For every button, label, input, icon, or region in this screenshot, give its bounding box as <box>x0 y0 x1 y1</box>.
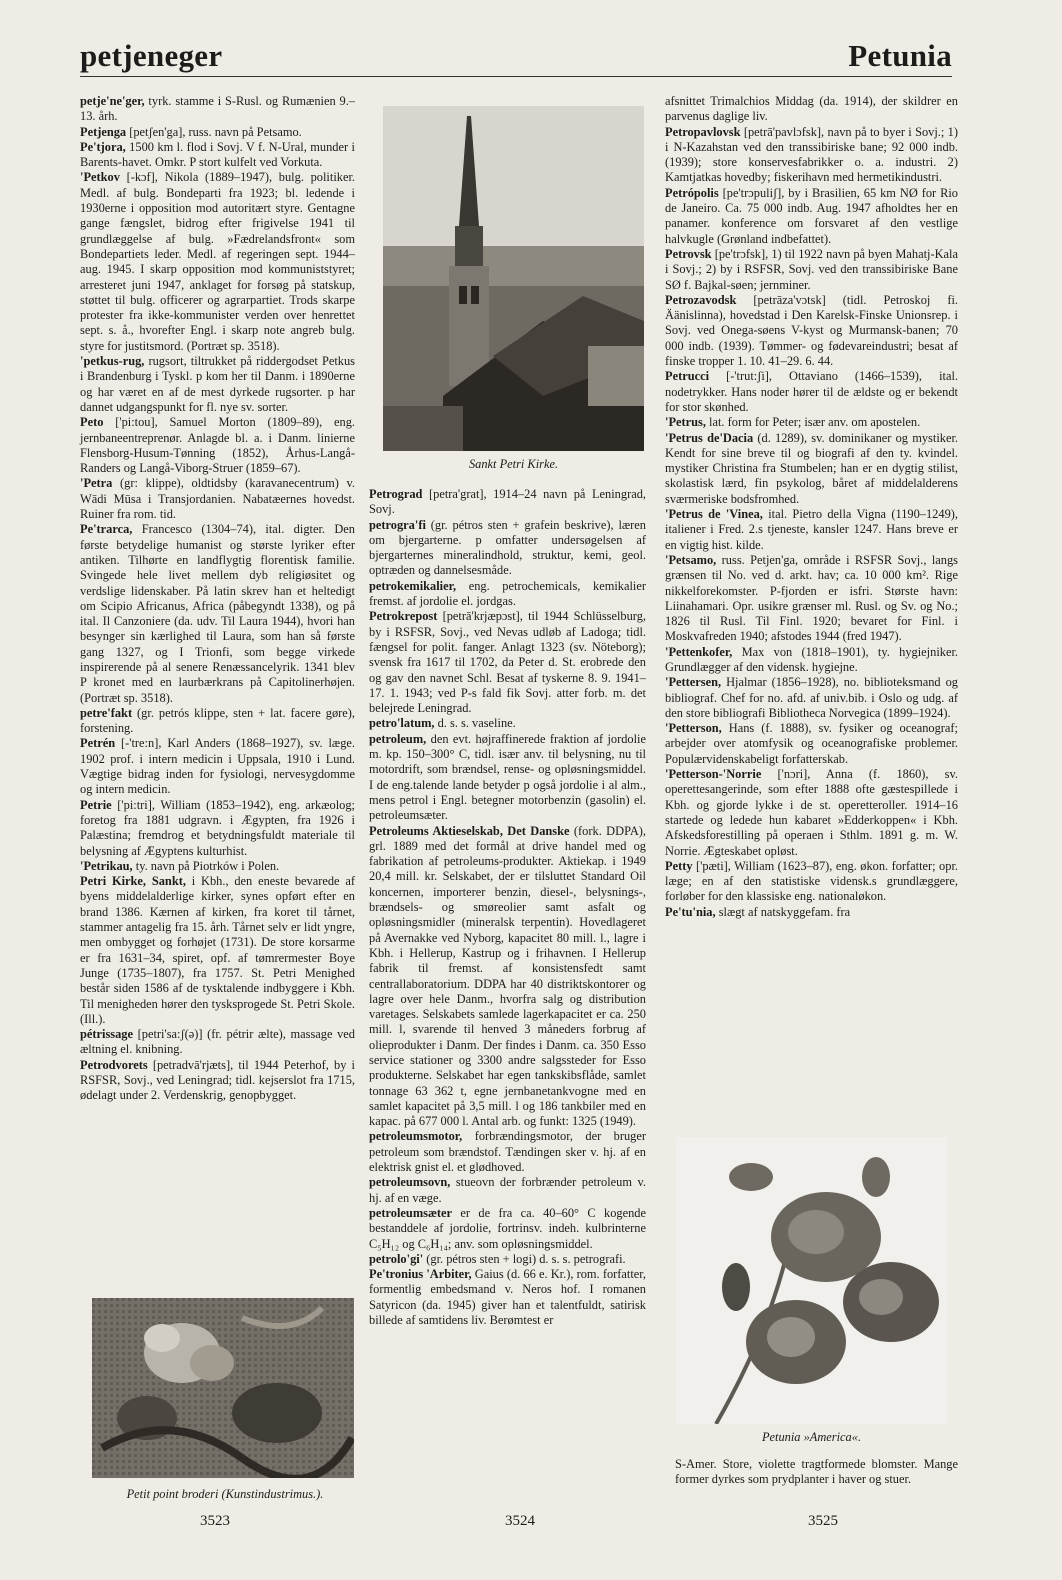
entry-text: ['nɔri], Anna (f. 1860), sv. operettesangerinde, som efter 1888 ofte gæstespillede i Kbh. og gjorde lykke i de st. operetteroller. 1914–16 startede og ledede hun kabaret »Edderkoppen« i Kbh. Afskedsforestilling på operaen i Sthlm. 1891 g. m. W. Norrie. Ægteskabet opløst. <box>665 767 958 858</box>
entry-headword: petrokemikalier, <box>369 578 457 593</box>
entry-headword: pétrissage <box>80 1027 133 1042</box>
dictionary-entry <box>80 874 355 1027</box>
entry-text: [petrā'pavlɔfsk], navn på to byer i Sovj.; 1) i N-Kazahstan ved den transsibiriske bane; 92 000 indb. (1939); store konservesfabrikker o. a. industri. 2) Kamtjatkas hovedby; fiskerihavn med hermetikindustri. <box>665 124 958 185</box>
entry-headword: Pe'tu'nia, <box>665 904 716 919</box>
dictionary-entry <box>80 94 355 125</box>
entry-headword: Petrozavodsk <box>665 292 737 307</box>
dictionary-entry <box>369 579 646 610</box>
dictionary-entry <box>665 767 958 859</box>
column-middle <box>369 487 646 1328</box>
entry-text: eng. petrochemicals, kemikalier fremst. af jordolie el. jordgas. <box>369 578 646 609</box>
entry-text: [petʃen'ga], russ. navn på Petsamo. <box>126 124 302 139</box>
entry-headword: Petri Kirke, Sankt, <box>80 874 186 889</box>
entry-headword: 'Pettenkofer, <box>665 644 733 659</box>
entry-text: [pe'trɔfsk], 1) til 1922 navn på byen Mahatj-Kala i Sovj.; 2) by i RSFSR, Sovj. ved den transsibiriske Bane SØ f. Bajkal-søen; jernminer. <box>665 246 958 292</box>
dictionary-entry <box>665 247 958 293</box>
entry-headword: petje'ne'ger, <box>80 94 145 108</box>
dictionary-entry <box>80 415 355 476</box>
entry-headword: Petrópolis <box>665 185 719 200</box>
entry-text: Hans (f. 1888), sv. fysiker og oceanograf; arbejder over atomfysik og oceanografiske problemer. Populærvidenskabeligt forfatterskab. <box>665 721 958 766</box>
entry-headword: petre'fakt <box>80 705 133 720</box>
entry-headword: 'Petrus, <box>665 415 706 430</box>
dictionary-entry <box>665 431 958 507</box>
entry-headword: Petrovsk <box>665 246 712 261</box>
dictionary-entry <box>665 905 958 920</box>
entry-headword: petroleumsovn, <box>369 1175 451 1190</box>
dictionary-entry <box>665 415 958 430</box>
dictionary-entry <box>665 553 958 645</box>
entry-headword: petroleumsæter <box>369 1205 453 1220</box>
entry-text: [petri'sa:ʃ(ə)] (fr. pétrir ælte), massage ved æltning el. knibning. <box>80 1027 355 1057</box>
embroidery-image <box>92 1298 354 1478</box>
petunia-image <box>676 1137 947 1424</box>
dictionary-entry <box>80 1058 355 1104</box>
entry-text: Francesco (1304–74), ital. digter. Den første betydelige humanist og største lyriker efter antiken. Tilhørte en landflygtig florentisk familie. Svingede hele livet mellem dyb religiøsitet og verdslige lidenskaber. På latin skrev han et heltedigt om Scipio Africanus, Africa (påbegyndt 1338), og på ital. Il Canzoniere (da. udv. Til Laura 1944), hvori han besynger sin kærlighed til Laura, som han så første gang 1327, og I Trionfi, som begge virkede inspirerende på al senere Renæssancelyrik. 1341 blev P kronet med en laurbærkrans på Capitolinerhøjen. (Portræt sp. 3518). <box>80 522 355 705</box>
church-photo <box>383 106 644 451</box>
entry-headword: 'Petterson-'Norrie <box>665 767 762 782</box>
entry-text: (gr. pétros sten + logi) d. s. s. petrografi. <box>423 1251 626 1266</box>
entry-headword: petrogra'fi <box>369 517 426 532</box>
entry-headword: Petrograd <box>369 487 423 501</box>
church-caption: Sankt Petri Kirke. <box>468 457 559 471</box>
entry-text: (d. 1289), sv. dominikaner og mystiker. Kendt for sine breve til og biografi af den ty. kvindel. mystiker Christina fra Stumbelen; han er en dygtig stilist, skolastisk lærd, fin psykolog, båret af middelalderens sværmeriske bodsfromhed. <box>665 430 958 506</box>
entry-headword: 'Petsamo, <box>665 552 717 567</box>
entry-text: ['pæti], William (1623–87), eng. økon. forfatter; opr. læge; en af den statistiske vidensk.s grundlæggere, forløber for den klassiske eng. nationaløkon. <box>665 858 958 904</box>
embroidery-caption: Petit point broderi (Kunstindustrimus.). <box>126 1487 324 1501</box>
entry-text: [-'trut:ʃi], Ottaviano (1466–1539), ital. nodetrykker. Hans noder hører til de ældste og er bekendt for stor skønhed. <box>665 369 958 414</box>
entry-text: 1500 km l. flod i Sovj. V f. N-Ural, munder i Barents-havet. Omkr. P stort kulfelt ved Vorkuta. <box>80 139 355 170</box>
dictionary-entry <box>369 609 646 716</box>
dictionary-entry <box>80 354 355 415</box>
petunia-caption: Petunia »America«. <box>761 1430 862 1444</box>
entry-text: ['pi:tou], Samuel Morton (1809–89), eng. jernbaneentreprenør. Anlagde bl. a. i Danm. linierne Flensborg-Husum-Tønning (1852), Århus-Langå-Randers og Langå-Viborg-Struer (1859–67). <box>80 415 355 476</box>
dictionary-entry <box>369 1267 646 1328</box>
entry-text: i Kbh., den eneste bevarede af byens middelalderlige kirker, synes opført efter en brand 1386. Kærnen af kirken, fra koret til tårnet, stammer antagelig fra 15. årh. Tårnet selv er lidt yngre, men ombygget og forhøjet (1731). De store korsarme er fra 1631–34, spiret, opf. af tømrermester Boye Junge (1735–1807), fra 1757. St. Petri Menighed består siden 1586 af de tysktalende indbyggere i Kbh. Til menigheden hører den tysksprogede St. Petri Skole. (Ill.). <box>80 874 355 1026</box>
right-headword: Petunia <box>848 38 952 73</box>
dictionary-entry <box>665 645 958 676</box>
entry-text: ital. Pietro della Vigna (1190–1249), italiener i Fred. 2.s tjeneste, kansler 1247. Hans breve er en vigtig hist. kilde. <box>665 507 958 552</box>
dictionary-entry <box>665 675 958 721</box>
column-right <box>665 94 958 920</box>
entry-text: stueovn der forbrænder petroleum v. hj. af en væge. <box>369 1175 646 1205</box>
entry-headword: Pe'trarca, <box>80 522 133 537</box>
dictionary-entry <box>369 824 646 1130</box>
column-left <box>80 94 355 1104</box>
entry-text: [pe'trɔpuliʃ], by i Brasilien, 65 km NØ for Rio de Janeiro. Ca. 75 000 indb. Aug. 1947 afholdtes her en panamer. konference om forsvaret af den vestlige halvkugle (Grønland indbefattet). <box>665 185 958 246</box>
entry-text: lat. form for Peter; især anv. om apostelen. <box>705 415 921 430</box>
entry-text: [petrāza'vɔtsk] (tidl. Petroskoj fi. Äänislinna), hovedstad i Den Karelsk-Finske Unionsrep. i Sovj. ved Onega-søens V-kyst og Murmansk-banen; 70 000 indb. (1939). Tømmer- og fødevareindustri; besat af finske tropper 1. 10. 41–29. 6. 44. <box>665 292 958 369</box>
dictionary-entry <box>80 736 355 797</box>
entry-text: er de fra ca. 40–60° C kogende bestanddele af jordolie, fortrinsv. indeh. kulbrinterne C₅H₁₂ og C₆H₁₄; anv. som opløsningsmiddel. <box>369 1205 646 1251</box>
entry-headword: 'Petterson, <box>665 721 722 736</box>
dictionary-entry <box>369 1129 646 1175</box>
dictionary-entry <box>665 125 958 186</box>
dictionary-entry <box>369 732 646 824</box>
entry-headword: 'petkus-rug, <box>80 354 145 369</box>
entry-headword: 'Petrus de'Dacia <box>665 430 754 445</box>
entry-headword: petrolo'gi' <box>369 1251 424 1266</box>
entry-text: Hjalmar (1856–1928), no. biblioteksmand og bibliograf. Chef for no. afd. af univ.bib. i Oslo og udg. af den store bibliografi Bibliotheca Norvegica (1899–1924). <box>665 675 958 720</box>
dictionary-entry <box>80 859 355 874</box>
entry-headword: petroleum, <box>369 731 427 746</box>
dictionary-entry <box>665 94 958 125</box>
dictionary-entry <box>665 186 958 247</box>
church-image <box>383 106 644 451</box>
page-number-middle: 3524 <box>505 1513 535 1529</box>
entry-headword: Petrodvorets <box>80 1057 148 1072</box>
dictionary-entry <box>80 125 355 140</box>
header-rule <box>80 76 952 77</box>
entry-text: (gr: klippe), oldtidsby (karavanecentrum) v. Wādi Mūsa i Transjordanien. Nabatæernes hovedst. Ruiner fra rom. tid. <box>80 476 355 522</box>
entry-headword: Pe'tronius 'Arbiter, <box>369 1267 472 1282</box>
entry-headword: petroleumsmotor, <box>369 1129 463 1144</box>
entry-text: [petra'grat], 1914–24 navn på Leningrad, Sovj. <box>369 487 646 517</box>
entry-text: slægt af natskyggefam. fra <box>715 904 851 919</box>
entry-text: [-'tre:n], Karl Anders (1868–1927), sv. læge. 1902 prof. i intern medicin i Uppsala, 1910 i Lund. Vægtige bidrag inden for fysiologi, nervesygdomme og intern medicin. <box>80 736 355 797</box>
dictionary-entry <box>665 293 958 369</box>
entry-text: [petrā'krjæpɔst], til 1944 Schlüsselburg, by i RSFSR, Sovj., ved Nevas udløb af Ladoga; tidl. fængsel for polit. fanger. Anlagt 1323 (sv. Nöteborg); svensk fra 1617 til 1702, da Peter d. St. erobrede den og gav den navnet Schl. Besat af tyskerne 8. 9. 1941–17. 1. 1943; ved P-s fald fik Sovj. atter forb. m. det belejrede Leningrad. <box>369 609 646 716</box>
entry-text: den evt. højraffinerede fraktion af jordolie m. kp. 150–300° C, tidl. især anv. til belysning, nu til motordrift, som brændsel, rense- og opløsningsmiddel. I de eng.talende lande betyder p også jordolie i al alm., mens petrol i Engl. betegner motorbenzin (gasolin) el. petroleumsæter. <box>369 731 646 823</box>
embroidery-photo <box>92 1298 354 1478</box>
entry-headword: Petrie <box>80 797 112 812</box>
dictionary-entry <box>665 721 958 767</box>
entry-headword: Petroleums Aktieselskab, Det Danske <box>369 823 570 838</box>
entry-text: Max von (1818–1901), ty. hygiejniker. Grundlægger af den vidensk. hygiejne. <box>665 644 958 674</box>
dictionary-entry <box>665 859 958 905</box>
entry-headword: Petrokrepost <box>369 609 438 624</box>
entry-headword: Petropavlovsk <box>665 124 741 139</box>
entry-text: d. s. s. vaseline. <box>434 716 516 731</box>
entry-headword: 'Petrikau, <box>80 858 133 873</box>
dictionary-entry <box>80 706 355 737</box>
entry-headword: Pe'tjora, <box>80 139 126 154</box>
entry-headword: Petty <box>665 858 693 873</box>
entry-headword: petro'latum, <box>369 716 435 731</box>
entry-headword: 'Petrus de 'Vinea, <box>665 507 763 522</box>
entry-text: tyrk. stamme i S-Rusl. og Rumænien 9.–13. årh. <box>80 94 355 124</box>
entry-text: [petradvā'rjæts], til 1944 Peterhof, by i RSFSR, Sovj., ved Leningrad; tidl. kejserslot fra 1715, ødelagt under 2. Verdenskrig, genopbygget. <box>80 1057 355 1103</box>
left-headword: petjeneger <box>80 38 223 73</box>
entry-headword: Peto <box>80 415 104 430</box>
petunia-photo <box>676 1137 947 1424</box>
dictionary-entry <box>369 518 646 579</box>
dictionary-entry <box>80 1027 355 1058</box>
entry-text: [-kɔf], Nikola (1889–1947), bulg. politiker. Medl. af bulg. Bondeparti fra 1923; bl. ledende i 1930erne i opposition mod autoritært styre. Gentagne gange fængslet, bidrog efter frigivelse 1941 til grundlæggelse af bulg. »Fædrelandsfront« som Bondepartiets leder. Medl. af regeringen sept. 1944–aug. 1945. I skarp opposition mod kommuniststyret; arresteret juni 1947, anklaget for forsøg på statskup, støttet til bulg. officerer og agrarpartiet. Trods skarpe protester fra ikke-kommunister verden over henrettet sept. s. å., hvorefter Engl. i skarp note angreb bulg. styre for justitsmord. (Portræt sp. 3518). <box>80 170 355 353</box>
dictionary-entry <box>369 1206 646 1252</box>
dictionary-entry <box>369 487 646 518</box>
entry-text: (fork. DDPA), grl. 1889 med det formål at drive handel med og fabrikation af petroleums-produkter. Aktiekap. i 1949 20,4 mill. kr. Selskabet, der er tilsluttet Standard Oil koncernen, importerer benzin, diesel-, belysnings-, brændsels- og smøreolier samt asfalt og opløsningsmidler (mineralsk terpentin). Hovedlageret på Avernakke ved Nyborg, kapacitet 80 mill. l., lagre i Kbh. i Hellerup, Kastrup og i frihavnen. I Hellerup fabrik til fremst. af konsistensfedt samt centrallaboratorium. DDPA har 40 distriktskontorer og lagre over hele Danm., hvorfra salg og distribution varetages. Selskabets samlede lagerkapacitet er ca. 250 mill. l, svarende til henved 3 måneders forbrug af olieprodukter i Danm. Der findes i Danm. ca. 350 Esso service stationer og 3300 andre salgssteder for Esso produkterne. Selskabet har egen tankskibsflåde, samlet tonnage 63 362 t, egne jernbanetankvogne med en samlet kapacitet på 3,5 mill. l og 186 tankbiler med en kapac. på 677 000 l. Antal arb. og funkt: 1325 (1949). <box>369 823 647 1129</box>
page-number-left: 3523 <box>200 1513 230 1529</box>
entry-text: ['pi:tri], William (1853–1942), eng. arkæolog; foretog fra 1881 udgravn. i Ægypten, fra 1926 i Palæstina; fremdrog et betydningsfuldt materiale til belysning af Ægyptens kulturhist. <box>80 797 355 858</box>
dictionary-entry <box>369 1252 646 1267</box>
entry-headword: Petjenga <box>80 124 127 139</box>
dictionary-entry <box>80 522 355 706</box>
petunia-description: S-Amer. Store, violette tragtformede blomster. Mange former dyrkes som prydplanter i haver og stuer. <box>675 1457 958 1487</box>
dictionary-entry <box>665 507 958 553</box>
entry-text: afsnittet Trimalchios Middag (da. 1914), der skildrer en parvenus daglige liv. <box>665 94 958 124</box>
entry-headword: Petrucci <box>665 369 710 384</box>
entry-text: ty. navn på Piotrków i Polen. <box>132 858 280 873</box>
entry-headword: 'Petra <box>80 476 113 491</box>
dictionary-entry <box>665 369 958 415</box>
entry-headword: 'Petkov <box>80 170 120 185</box>
page-number-right: 3525 <box>808 1513 838 1529</box>
entry-text: (gr. pétros sten + grafein beskrive), læren om bjergarterne. p omfatter undersøgelsen af bjergarternes mineralindhold, struktur, kemi, geol. optræden og dannelsesmåde. <box>369 517 646 578</box>
dictionary-entry <box>80 140 355 171</box>
entry-headword: 'Pettersen, <box>665 675 722 690</box>
dictionary-entry <box>80 476 355 522</box>
entry-text: forbrændingsmotor, der bruger petroleum som brændstof. Tændingen sker v. hj. af en elektrisk gnist el. et glødhoved. <box>369 1129 646 1175</box>
dictionary-entry <box>80 798 355 859</box>
entry-headword: Petrén <box>80 736 116 751</box>
dictionary-entry <box>369 716 646 731</box>
entry-text: Gaius (d. 66 e. Kr.), rom. forfatter, formentlig embedsmand v. Neros hof. I romanen Satyricon (da. 1945) giver han et talentfuldt, satirisk billede af samtidens liv. Berømtest er <box>369 1267 647 1328</box>
dictionary-entry <box>369 1175 646 1206</box>
dictionary-entry <box>80 170 355 354</box>
entry-text: rugsort, tiltrukket på riddergodset Petkus i Brandenburg i Tyskl. p kom her til Danm. i 1890erne og har været en af de mest dyrkede rugsorter. p har dannet udgangspunkt for fl. nye sv. sorter. <box>80 354 355 414</box>
entry-text: russ. Petjen'ga, område i RSFSR Sovj., langs grænsen til No. ved d. arkt. hav; ca. 10 000 km². Rige nikkelforekomster. P-fjorden er isfri. Største havn: Liinahamari. Opr. usikre grænser ml. Rusl. og Sv. og No.; 1826 til Rusl. Til Finl. 1920; bevaret for Finl. i Moskvafreden 1940; afstodes 1944 (fred 1947). <box>665 552 958 644</box>
entry-text: (gr. petrós klippe, sten + lat. facere gøre), forstening. <box>80 705 355 736</box>
